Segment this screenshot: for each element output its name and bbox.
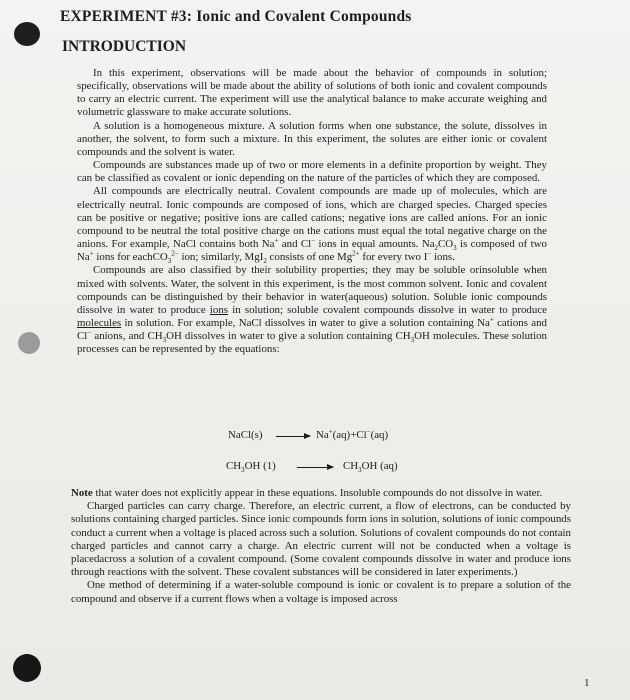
paragraph-2: A solution is a homogeneous mixture. A solution forms when one substance, the solute, dissolves in another, the solvent, to form such a mixture. In this experiment, the solutes are either ionic or covalent compounds and the solvent is water. [77,119,547,158]
note-paragraph: Note that water does not explicitly appear in these equations. Insoluble compounds do not dissolve in water. [71,487,543,499]
page-number: 1 [584,677,590,689]
paragraph-3: Compounds are substances made up of two or more elements in a definite proportion by weight. They can be classified as covalent or ionic depending on the nature of the particles of which they are composed. [77,159,547,185]
paragraph-4: All compounds are electrically neutral. Covalent compounds are made up of molecules, which are electrically neutral. Ionic compounds are composed of ions, which are charged species. Charged species can be positive or negative; positive ions are called cations; negative ions are called anions. For an ionic compound to be neutral the total positive charge on the cations must equal the total negative charge on the anions. For example, NaCl contains both Na+ and Cl− ions in equal amounts. $Na_2CO_3$ is composed of two Na+ ions for eachCO$_3^{2-}$ ion; similarly, MgI$_2$ consists of one $Mg^{2+}$ for every two I− ions. [77,185,547,266]
paragraph-7: One method of determining if a water-soluble compound is ionic or covalent is to prepare a solution of the compound and observe if a current flows when a voltage is imposed across [71,579,571,605]
binder-hole-bottom [13,654,41,682]
section-heading: INTRODUCTION [62,38,187,55]
equation-1-left: NaCl(s) [228,429,263,441]
conduction-body [71,487,571,606]
paragraph-6: Charged particles can carry charge. Therefore, an electric current, a flow of electrons, can be conducted by solutions containing charged particles. Since ionic compounds form ions in solution, solutions of ionic compounds conduct a current when a voltage is placed across such a solution. Solutions of covalent compounds do not contain charged particles and cannot carry a charge. An electric current will not be conducted when a voltage is placedacross a solution of a covalent compound. (Some covalent compounds dissolve in water and produce ions through reactions with the solvent. These covalent substances will be considered in later experiments.) [71,500,571,579]
equation-1-right: Na+(aq)+Cl−(aq) [316,427,389,441]
binder-hole-middle [18,332,40,354]
binder-hole-top [14,22,40,46]
paragraph-1: In this experiment, observations will be made about the behavior of compounds in solution; specifically, observations will be made about the ability of solutions of both ionic and covalent compounds to carry an electric current. The experiment will use the analytical balance to make accurate weighing and volumetric glassware to make accurate solutions. [77,67,547,119]
intro-body [77,67,547,356]
paragraph-5: Compounds are also classified by their solubility properties; they may be soluble orinsoluble when mixed with solvents. Water, the solvent in this experiment, is the most common solvent. Ionic and covalent compounds can be distinguished by their behavior in water(aqueous) solution. Soluble ionic compounds dissolve in water to produce ions in solution; soluble covalent compounds dissolve in water to produce molecules in solution. For example, NaCl dissolves in water to give a solution containing Na+ cations and Cl− anions, and $CH_3OH$ dissolves in water to give a solution containing $CH_3OH$ molecules. These solution processes can be represented by the equations: [77,264,547,356]
equation-1-arrow [276,436,310,437]
equation-2-right: $CH_3OH$ (aq) [343,460,398,475]
note-label: Note [71,487,93,499]
equation-2-left: $CH_3OH$ (1) [226,460,276,475]
equation-2-arrow [297,467,333,468]
document-title: EXPERIMENT #3: Ionic and Covalent Compounds [60,8,412,25]
